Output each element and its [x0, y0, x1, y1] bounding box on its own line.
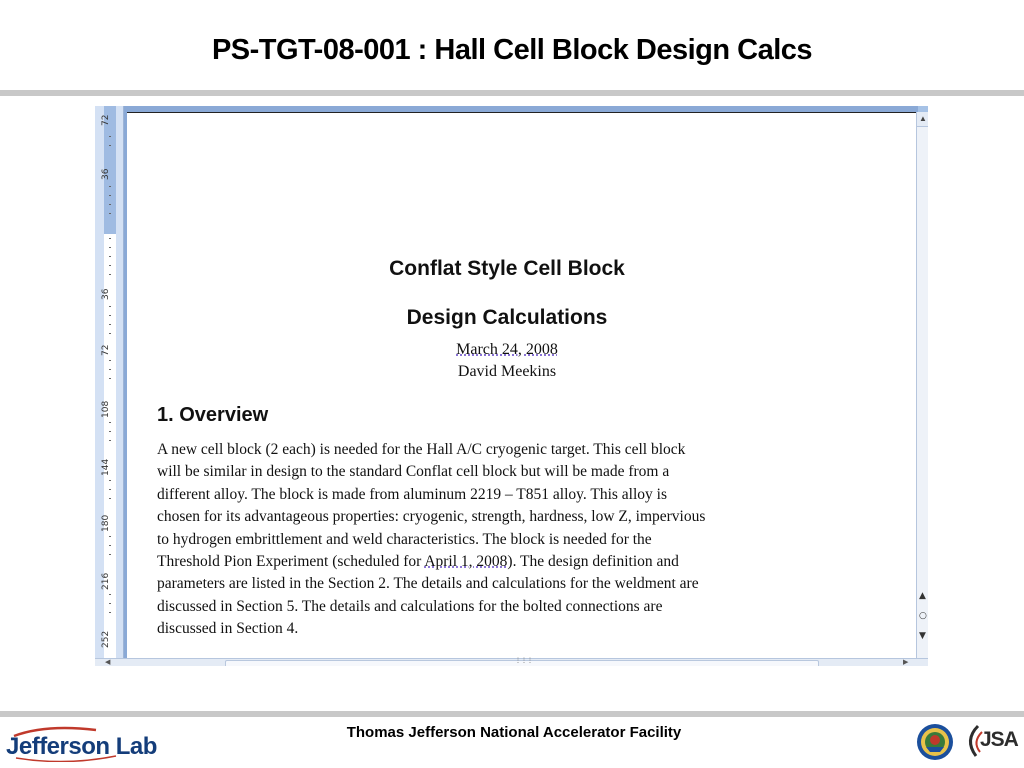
- paragraph-line: parameters are listed in the Section 2. The details and calculations for the weldment are: [157, 575, 699, 593]
- ruler-label: 216: [101, 572, 111, 590]
- browse-object-icons[interactable]: ▲ ○ ▼: [919, 591, 927, 641]
- line-segment: Threshold Pion Experiment (scheduled for: [157, 553, 425, 571]
- paragraph-line: A new cell block (2 each) is needed for the Hall A/C cryogenic target. This cell block: [157, 441, 686, 458]
- scroll-right-icon[interactable]: ▶: [903, 659, 909, 666]
- document-author: David Meekins: [457, 363, 557, 380]
- ruler-label: 144: [101, 458, 111, 476]
- grip-icon: ⋮⋮⋮: [515, 658, 533, 664]
- ruler-label: 180: [101, 514, 111, 532]
- paragraph-line: different alloy. The block is made from aluminum 2219 – T851 alloy. This alloy is: [157, 485, 667, 503]
- bottom-divider: [0, 711, 1024, 717]
- document-subtitle: Design Calculations: [406, 306, 608, 329]
- logo-text: Jefferson Lab: [6, 733, 157, 760]
- paragraph-line: to hydrogen embrittlement and weld characteristics. The block is needed for the: [157, 530, 652, 548]
- ruler-ticks: [109, 536, 111, 562]
- document-date: [127, 341, 887, 359]
- ruler-label: 36: [101, 288, 111, 300]
- ruler-label: 108: [101, 400, 111, 418]
- ruler-ticks: [109, 422, 111, 446]
- paragraph-line: discussed in Section 4.: [157, 620, 299, 638]
- ruler-ticks: [109, 238, 111, 280]
- footer-text: Thomas Jefferson National Accelerator Facility: [346, 724, 682, 741]
- section-heading: 1. Overview: [157, 404, 269, 426]
- document-title: Conflat Style Cell Block: [389, 257, 625, 280]
- line-segment: ). The design definition and: [507, 553, 679, 571]
- overview-paragraph: [157, 439, 857, 641]
- vertical-scrollbar[interactable]: [916, 112, 928, 658]
- paragraph-line: will be similar in design to the standard Conflat cell block but will be made from a: [157, 463, 670, 481]
- page-canvas: [124, 106, 918, 658]
- top-divider: [0, 90, 1024, 96]
- ruler-ticks: [109, 480, 111, 504]
- document-window: [95, 106, 928, 666]
- ruler-ticks: [109, 186, 111, 216]
- jsa-text: JSA: [980, 728, 1018, 751]
- ruler-label: 252: [101, 630, 111, 648]
- paragraph-line: [157, 551, 857, 573]
- vertical-ruler[interactable]: [95, 106, 124, 658]
- ruler-ticks: [109, 594, 111, 618]
- date-reference: April 1, 2008: [424, 553, 508, 571]
- paragraph-line: discussed in Section 5. The details and calculations for the bolted connections are: [157, 597, 663, 615]
- ruler-label: 72: [101, 114, 111, 126]
- horizontal-scrollbar[interactable]: [95, 658, 928, 666]
- ruler-label: 72: [101, 344, 111, 356]
- jsa-logo: [962, 722, 1022, 762]
- document-page[interactable]: [127, 112, 916, 659]
- ruler-label: 36: [101, 168, 111, 180]
- scroll-left-icon[interactable]: ◀: [105, 659, 111, 666]
- ruler-ticks: [109, 306, 111, 336]
- ruler-ticks: [109, 136, 111, 154]
- doe-seal-icon: [916, 723, 954, 761]
- scroll-up-icon[interactable]: ▲: [917, 112, 928, 127]
- date-text: March 24, 2008: [456, 341, 558, 358]
- paragraph-line: chosen for its advantageous properties: cryogenic, strength, hardness, low Z, impervious: [157, 508, 706, 526]
- slide-title: PS-TGT-08-001 : Hall Cell Block Design Calcs: [211, 34, 813, 66]
- ruler-ticks: [109, 360, 111, 384]
